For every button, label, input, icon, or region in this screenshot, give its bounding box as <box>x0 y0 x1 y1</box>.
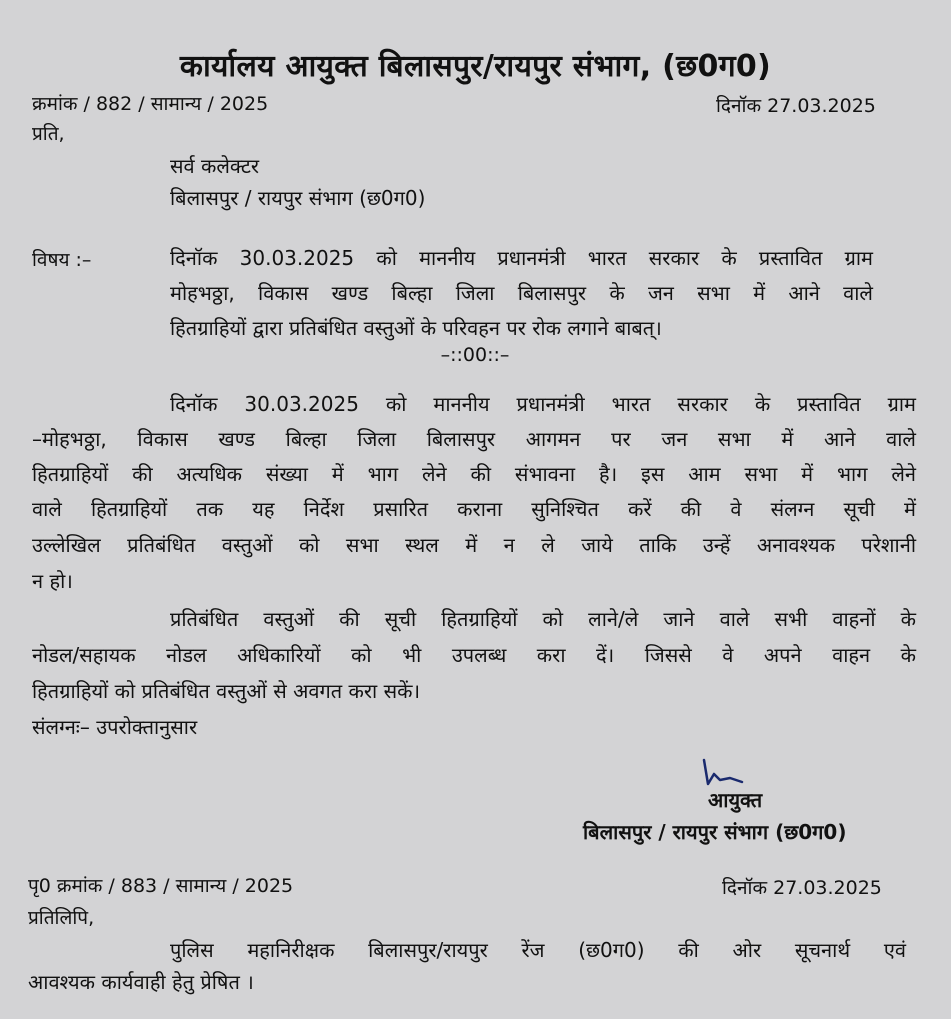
subject-line-3: हितग्राहियों द्वारा प्रतिबंधित वस्तुओं के परिवहन पर रोक लगाने बाबत्। <box>170 316 662 340</box>
subject-separator: –::00::– <box>440 344 510 366</box>
enclosure-note: संलग्नः– उपरोक्तानुसार <box>32 715 198 739</box>
office-title: कार्यालय आयुक्त बिलासपुर/रायपुर संभाग, (छ0ग0) <box>179 49 772 84</box>
copy-label: प्रतिलिपि, <box>28 907 95 929</box>
reference-number: क्रमांक / 882 / सामान्य / 2025 <box>32 93 269 115</box>
signatory-designation: आयुक्त <box>708 788 763 812</box>
subject-label: विषय :– <box>32 249 92 271</box>
paragraph-1-line-5: उल्लेखिल प्रतिबंधित वस्तुओं को सभा स्थल में न ले जाये ताकि उन्हें अनावश्यक परेशानी <box>32 533 916 557</box>
copy-line-1: पुलिस महानिरीक्षक बिलासपुर/रायपुर रेंज (छ0ग0) की ओर सूचनार्थ एवं <box>170 938 906 962</box>
paragraph-1-line-6: न हो। <box>32 569 73 593</box>
copy-line-2: आवश्यक कार्यवाही हेतु प्रेषित । <box>28 970 254 994</box>
subject-line-2: मोहभठ्ठा, विकास खण्ड बिल्हा जिला बिलासपुर के जन सभा में आने वाले <box>170 281 873 305</box>
reference-date: दिनॉक 27.03.2025 <box>716 95 876 117</box>
paragraph-1-line-2: –मोहभठ्ठा, विकास खण्ड बिल्हा जिला बिलासपुर आगमन पर जन सभा में आने वाले <box>32 427 916 451</box>
addressee-line-1: सर्व कलेक्टर <box>170 154 260 178</box>
copy-reference-date: दिनॉक 27.03.2025 <box>722 877 882 899</box>
paragraph-2-line-2: नोडल/सहायक नोडल अधिकारियों को भी उपलब्ध करा दें। जिससे वे अपने वाहन के <box>32 643 916 667</box>
subject-line-1: दिनॉक 30.03.2025 को माननीय प्रधानमंत्री भारत सरकार के प्रस्तावित ग्राम <box>170 246 873 270</box>
paragraph-2-line-3: हितग्राहियों को प्रतिबंधित वस्तुओं से अवगत करा सकें। <box>32 679 421 703</box>
paragraph-1-line-3: हितग्राहियों की अत्यधिक संख्या में भाग लेने की संभावना है। इस आम सभा में भाग लेने <box>32 462 916 486</box>
paragraph-1-line-1: दिनॉक 30.03.2025 को माननीय प्रधानमंत्री भारत सरकार के प्रस्तावित ग्राम <box>170 392 916 416</box>
signatory-office: बिलासपुर / रायपुर संभाग (छ0ग0) <box>583 820 847 844</box>
paragraph-2-line-1: प्रतिबंधित वस्तुओं की सूची हितग्राहियों को लाने/ले जाने वाले सभी वाहनों के <box>170 607 916 631</box>
addressee-prefix: प्रति, <box>32 123 65 145</box>
addressee-line-2: बिलासपुर / रायपुर संभाग (छ0ग0) <box>170 186 426 210</box>
paragraph-1-line-4: वाले हितग्राहियों तक यह निर्देश प्रसारित कराना सुनिश्चित करें की वे संलग्न सूची में <box>32 497 916 521</box>
copy-reference-number: पृ0 क्रमांक / 883 / सामान्य / 2025 <box>28 875 294 897</box>
